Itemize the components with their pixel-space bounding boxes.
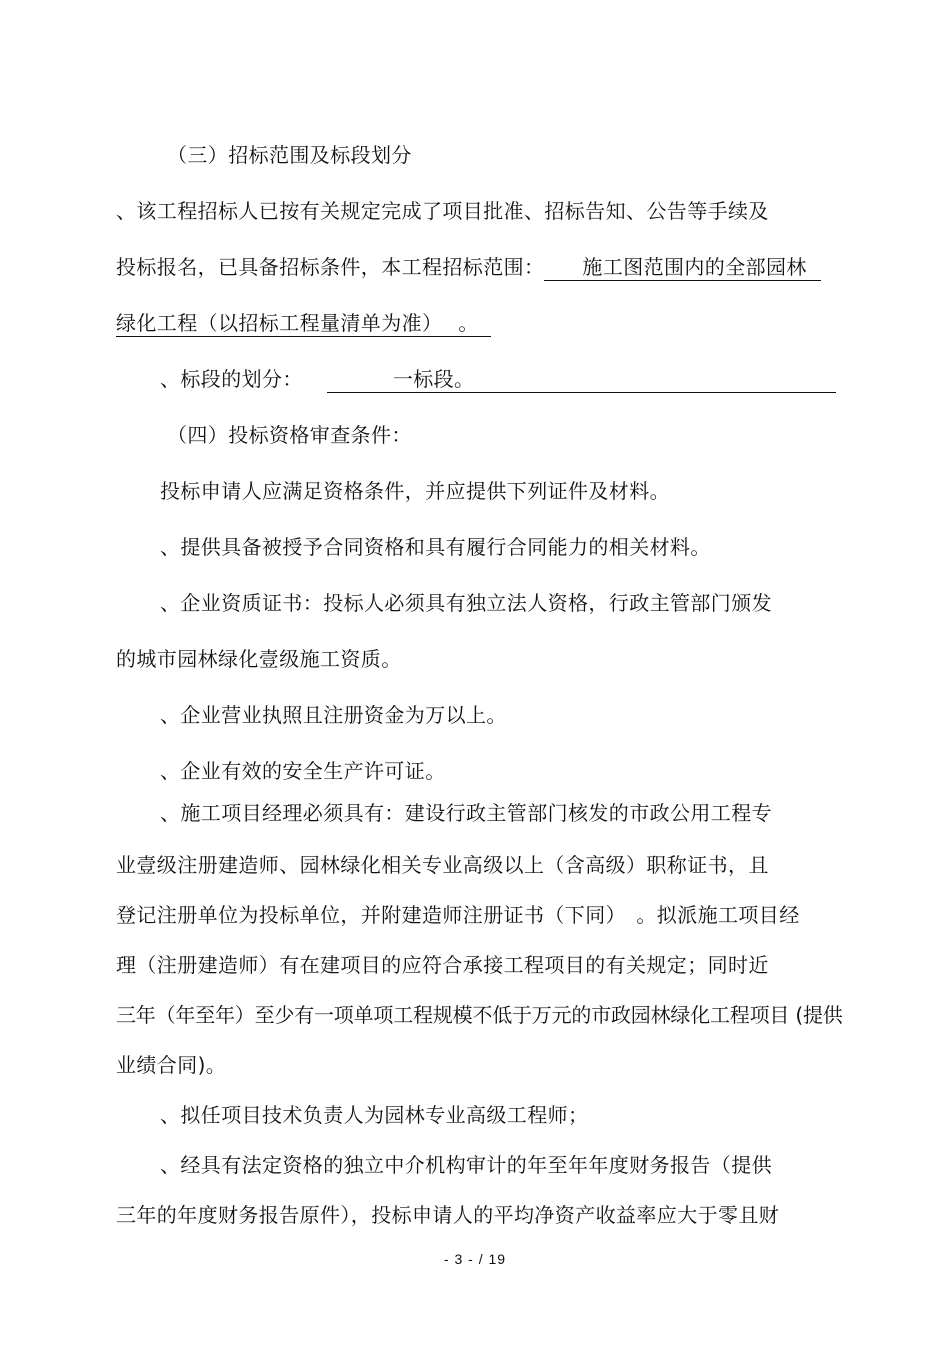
page-number: - 3 - / 19	[443, 1251, 507, 1267]
paragraph-line: 三年的年度财务报告原件），投标申请人的平均净资产收益率应大于零且财	[116, 1203, 780, 1227]
paragraph-line: 投标申请人应满足资格条件，并应提供下列证件及材料。	[160, 479, 670, 503]
paragraph-line: 、提供具备被授予合同资格和具有履行合同能力的相关材料。	[160, 535, 711, 559]
tender-scope-label: 投标报名，已具备招标条件，本工程招标范围：	[116, 255, 545, 279]
paragraph-line	[116, 311, 491, 335]
tender-scope-value: 施工图范围内的全部园林	[544, 255, 820, 281]
paragraph-line: 理（注册建造师）有在建项目的应符合承接工程项目的有关规定；同时近	[116, 953, 769, 977]
paragraph-line: 、企业资质证书：投标人必须具有独立法人资格，行政主管部门颁发	[160, 591, 772, 615]
paragraph-line: 、企业有效的安全生产许可证。	[160, 759, 446, 783]
paragraph-line: 登记注册单位为投标单位，并附建造师注册证书（下同） 。拟派施工项目经	[116, 903, 800, 927]
paragraph-line: 业绩合同)。	[116, 1053, 227, 1077]
lot-division-label: 、标段的划分：	[160, 367, 303, 391]
lot-division-value: 一标段。	[327, 367, 837, 393]
paragraph-line: 、施工项目经理必须具有：建设行政主管部门核发的市政公用工程专	[160, 801, 772, 825]
paragraph-line: 、拟任项目技术负责人为园林专业高级工程师；	[160, 1103, 589, 1127]
paragraph-line: 、经具有法定资格的独立中介机构审计的年至年年度财务报告（提供	[160, 1153, 772, 1177]
paragraph-line	[160, 367, 836, 391]
tender-scope-value-continued: 绿化工程（以招标工程量清单为准） 。	[116, 311, 491, 337]
paragraph-line: 的城市园林绿化壹级施工资质。	[116, 647, 402, 671]
paragraph-line: 、企业营业执照且注册资金为万以上。	[160, 703, 507, 727]
paragraph-line: 业壹级注册建造师、园林绿化相关专业高级以上（含高级）职称证书，且	[116, 853, 769, 877]
section-heading-3: （三）招标范围及标段划分	[167, 143, 412, 167]
paragraph-line	[116, 255, 821, 279]
section-heading-4: （四）投标资格审查条件：	[167, 423, 412, 447]
paragraph-line: 三年（年至年）至少有一项单项工程规模不低于万元的市政园林绿化工程项目 (提供	[116, 1003, 843, 1027]
paragraph-line: 、该工程招标人已按有关规定完成了项目批准、招标告知、公告等手续及	[116, 199, 769, 223]
